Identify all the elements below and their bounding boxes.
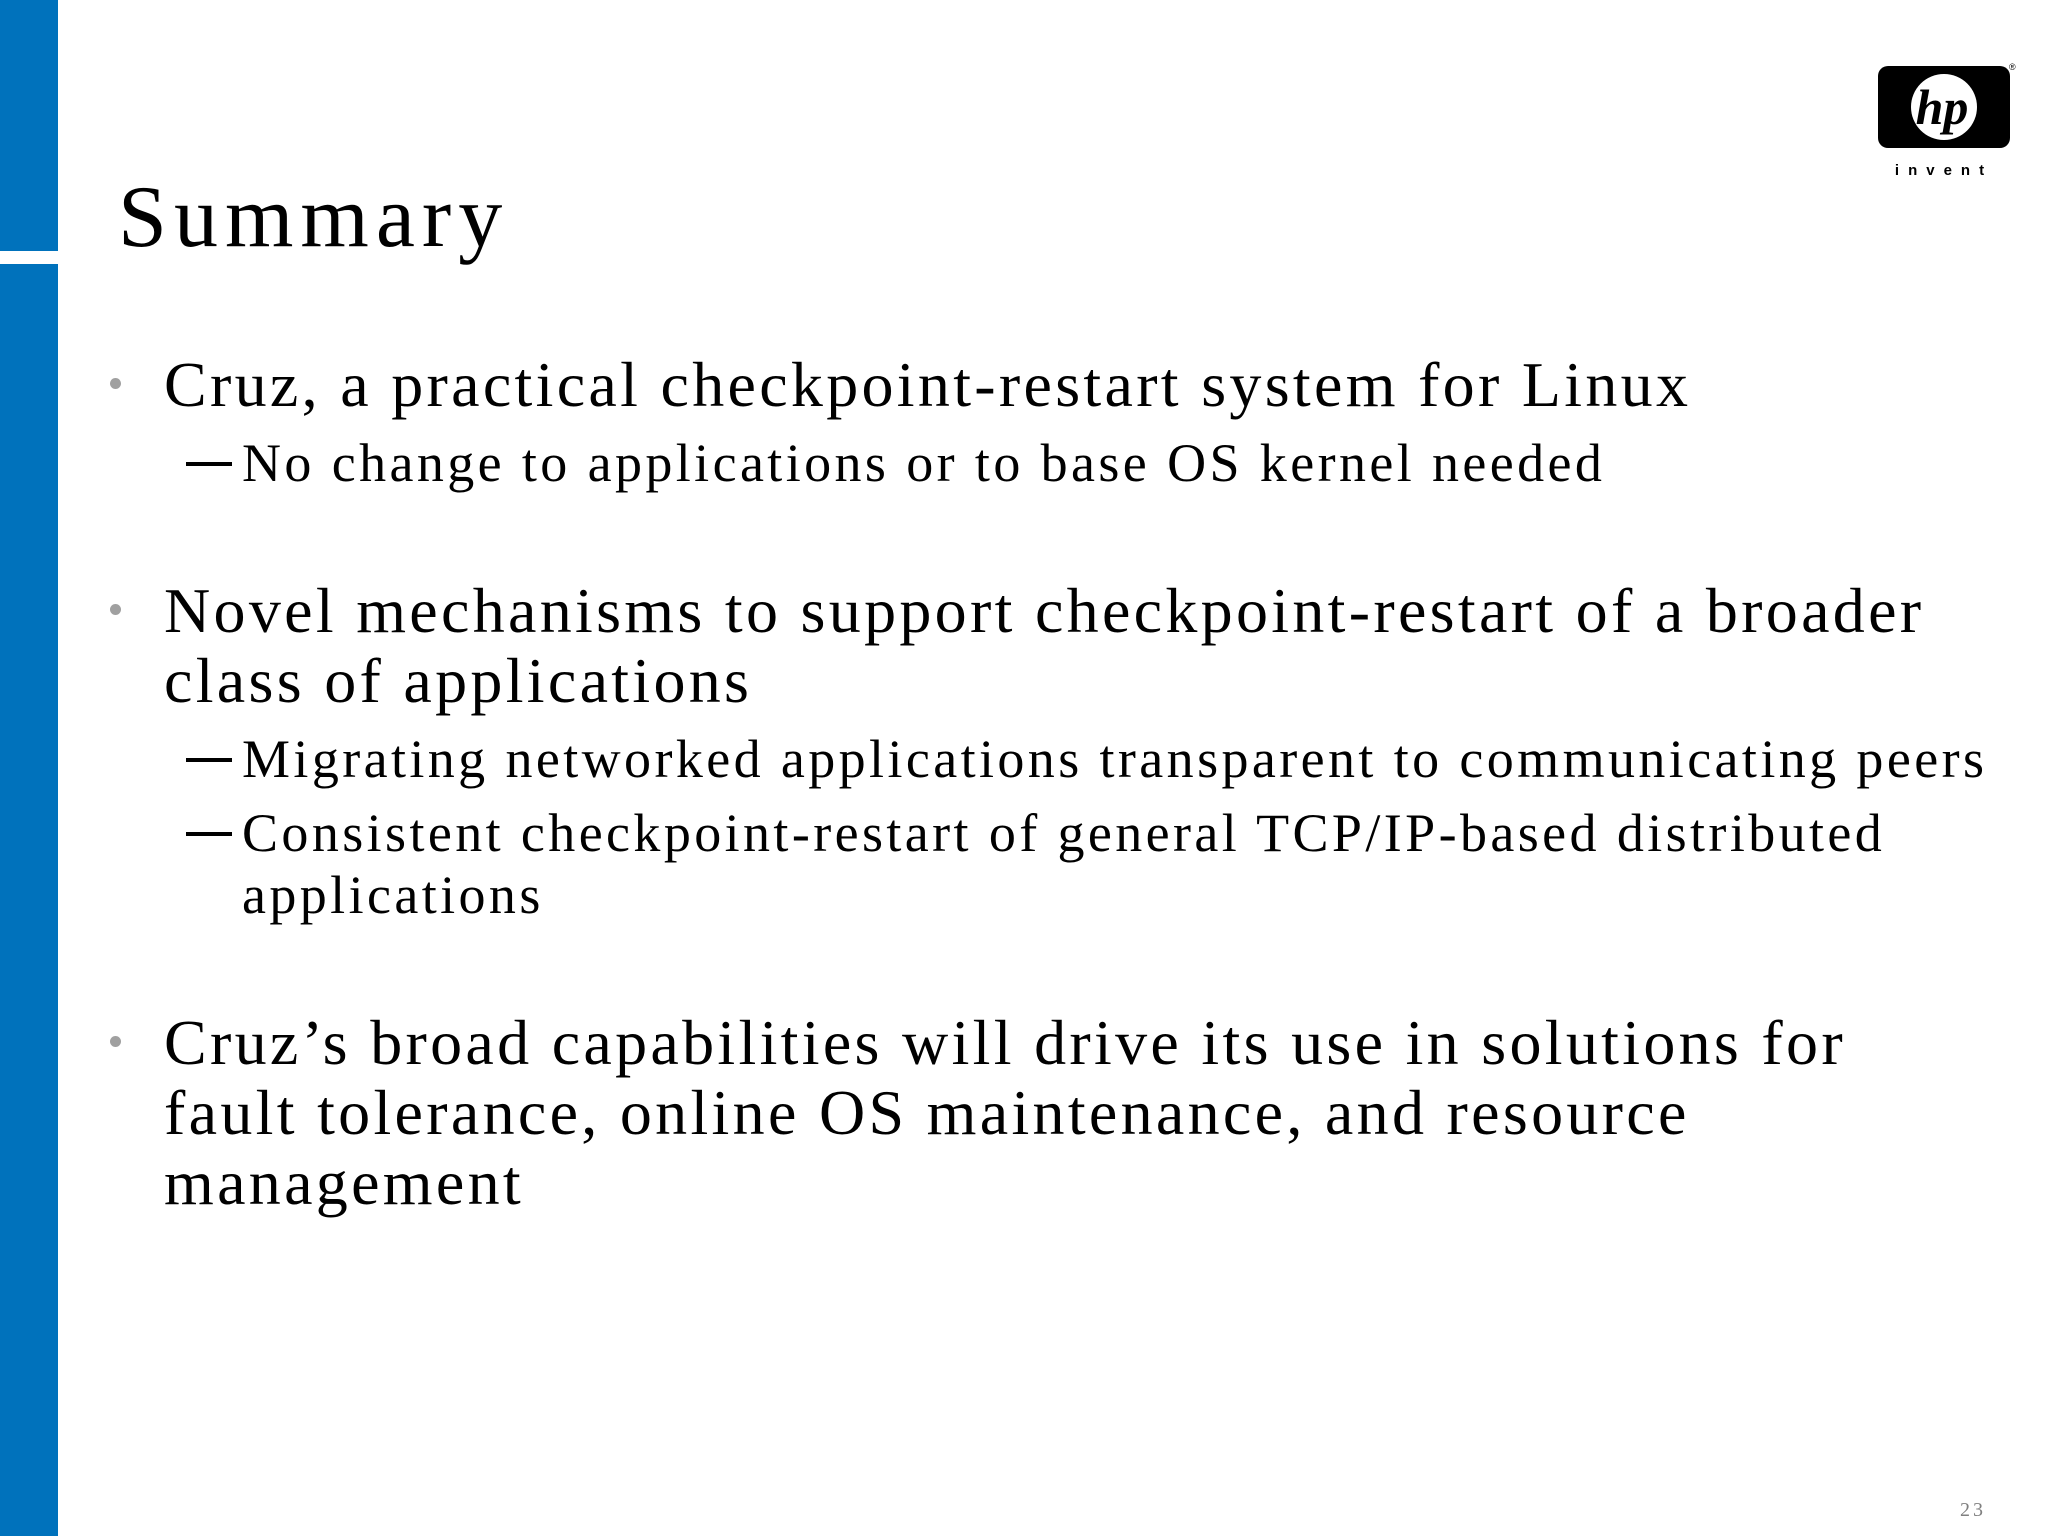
sub-bullet-dash — [186, 832, 232, 836]
hp-logo — [1876, 62, 2016, 187]
bullet-dot — [110, 1036, 121, 1047]
sub-bullet-list — [164, 728, 1990, 926]
bullet-dot — [110, 604, 121, 615]
bullet-text: Novel mechanisms to support checkpoint-restart of a broader class of applications — [164, 575, 1925, 716]
sub-bullet-list — [164, 432, 1990, 494]
hp-logo-mark — [1878, 66, 2010, 148]
sub-bullet-item — [164, 728, 1990, 790]
sub-bullet-item — [164, 432, 1990, 494]
sub-bullet-text: Migrating networked applications transparent to communicating peers — [242, 729, 1988, 789]
page-number: 23 — [1960, 1499, 1986, 1521]
hp-logo-mark-graphic — [1878, 66, 2010, 148]
bullet-list — [110, 350, 1990, 1218]
sidebar-accent-top — [0, 0, 58, 251]
bullet-item — [110, 350, 1990, 494]
sub-bullet-dash — [186, 462, 232, 466]
bullet-dot — [110, 378, 121, 389]
bullet-item — [110, 1008, 1990, 1218]
sub-bullet-text: No change to applications or to base OS kernel needed — [242, 433, 1606, 493]
slide-title: Summary — [118, 169, 510, 266]
logo-tagline: invent — [1894, 162, 1994, 179]
sub-bullet-text: Consistent checkpoint-restart of general TCP/IP-based distributed applications — [242, 803, 1886, 925]
sub-bullet-dash — [186, 758, 232, 762]
bullet-text: Cruz’s broad capabilities will drive its use in solutions for fault tolerance, online OS maintenance, and resource management — [164, 1007, 1846, 1218]
bullet-item — [110, 576, 1990, 926]
sidebar-accent-bottom — [0, 264, 58, 1536]
hp-logo-letters: hp — [1915, 79, 1969, 135]
sub-bullet-item — [164, 802, 1990, 926]
registered-mark: ® — [2009, 62, 2016, 72]
bullet-text: Cruz, a practical checkpoint-restart system for Linux — [164, 349, 1692, 420]
